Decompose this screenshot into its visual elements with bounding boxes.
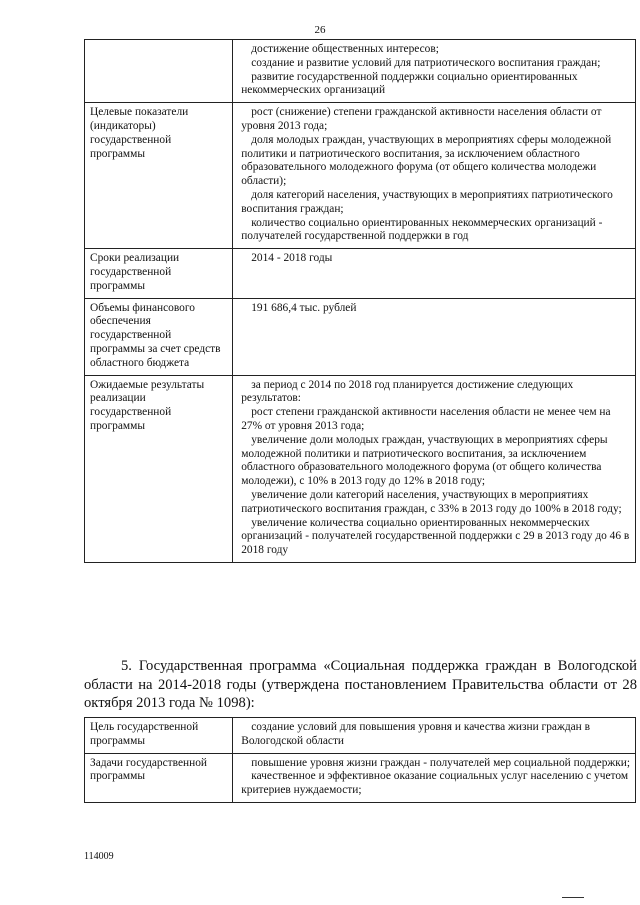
row-label: Ожидаемые результаты реализации государственной программы [85,375,233,562]
row-content [233,40,636,103]
content-paragraph: рост степени гражданской активности населения области не менее чем на 27% от уровня 2013 года; [241,406,611,432]
program-passport-table-continued [84,39,636,563]
content-paragraph: 191 686,4 тыс. рублей [251,301,357,314]
table-row [85,249,636,298]
row-label: Задачи государственной программы [85,753,233,802]
table-row [85,298,636,375]
content-paragraph: создание условий для повышения уровня и качества жизни граждан в Вологодской области [241,721,591,747]
content-paragraph: увеличение доли категорий населения, участвующих в мероприятиях патриотического воспитания граждан, с 33% в 2013 году до 100% в 2018 году; [241,488,622,515]
content-paragraph: 2014 - 2018 годы [251,252,333,265]
content-paragraph: доля молодых граждан, участвующих в мероприятиях сферы молодежной политики и патриотического воспитания, за исключением областного образовательного молодежного форума (от общего количества молодежи области); [241,133,612,188]
table-row [85,753,636,802]
content-paragraph: за период с 2014 по 2018 год планируется достижение следующих результатов: [241,378,574,405]
row-content [233,753,636,802]
row-label [85,40,233,103]
row-content [233,375,636,562]
table-row [85,103,636,249]
content-paragraph: рост (снижение) степени гражданской активности населения области от уровня 2013 года; [241,106,602,132]
content-paragraph: качественное и эффективное оказание социальных услуг населению с учетом критериев нуждаемости; [241,770,629,797]
content-paragraph: доля категорий населения, участвующих в мероприятиях патриотического воспитания граждан; [241,188,613,215]
content-paragraph: увеличение доли молодых граждан, участвующих в мероприятиях сферы молодежной политики и патриотического воспитания, за исключением областного образовательного молодежного форума (от общего количества молодежи), с 10% в 2013 году до 12% в 2018 году; [241,433,608,488]
row-content [233,718,636,754]
content-paragraph: развитие государственной поддержки социально ориентированных некоммерческих организаций [241,70,578,97]
row-label: Объемы финансового обеспечения государственной программы за счет средств областного бюджета [85,298,233,375]
table-row [85,375,636,562]
page-number: 26 [314,24,326,36]
table-row [85,718,636,754]
row-label: Целевые показатели (индикаторы) государственной программы [85,103,233,249]
row-label: Сроки реализации государственной программы [85,249,233,298]
content-paragraph: увеличение количества социально ориентированных некоммерческих организаций - получателей государственной поддержки с 29 в 2013 году до 46 в 2018 году [241,516,630,557]
content-paragraph: количество социально ориентированных некоммерческих организаций - получателей государственной поддержки в год [241,216,603,243]
scan-mark [562,897,584,901]
footer-code: 114009 [84,851,114,862]
program-passport-table-social-support [84,717,636,803]
content-paragraph: повышение уровня жизни граждан - получателей мер социальной поддержки; [251,756,631,769]
row-content [233,249,636,298]
table-row [85,40,636,103]
content-paragraph: создание и развитие условий для патриотического воспитания граждан; [251,56,601,69]
content-paragraph: достижение общественных интересов; [251,43,439,55]
section-5-heading: 5. Государственная программа «Социальная поддержка граждан в Вологодской области на 2014-2018 годы (утверждена постановлением Правительства области от 28 октября 2013 года № 1098): [84,658,637,711]
row-content [233,298,636,375]
row-label: Цель государственной программы [85,718,233,754]
row-content [233,103,636,249]
